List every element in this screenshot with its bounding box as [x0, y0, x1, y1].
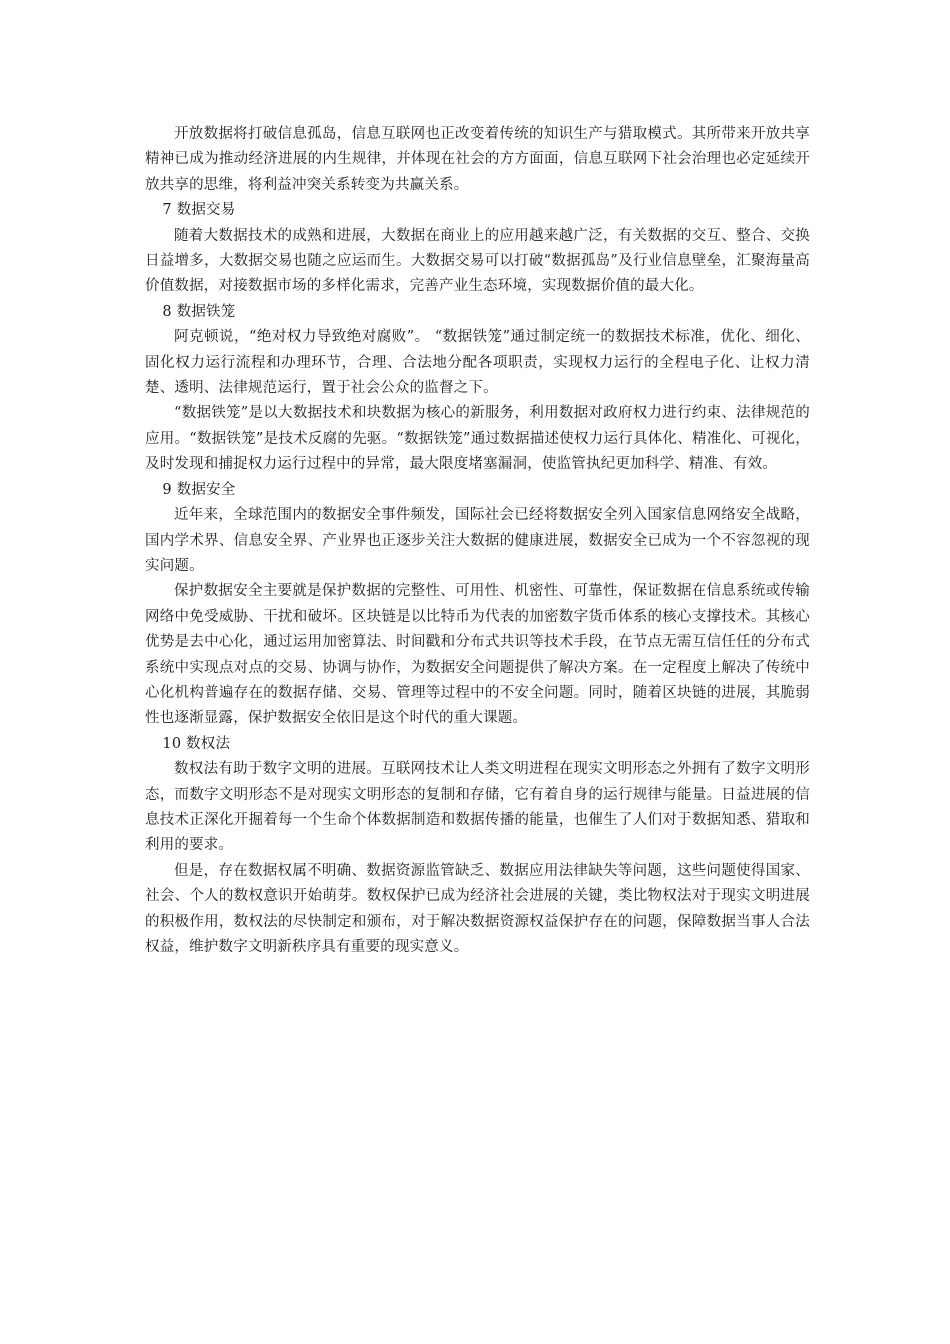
section-heading-data-security: 9 数据安全 — [162, 481, 236, 498]
paragraph-data-cage-2: “数据铁笼”是以大数据技术和块数据为核心的新服务，利用数据对政府权力进行约束、法律规范的应用。“数据铁笼”是技术反腐的先驱。“数据铁笼”通过数据描述使权力运行具体化、精准化、可视化，及时发现和捕捉权力运行过程中的异常，最大限度堵塞漏洞，使监管执纪更加科学、精准、有效。 — [145, 405, 810, 473]
document-body — [145, 122, 810, 960]
section-heading-data-cage: 8 数据铁笼 — [162, 303, 236, 320]
paragraph-open-data: 开放数据将打破信息孤岛，信息互联网也正改变着传统的知识生产与猎取模式。其所带来开放共享精神已成为推动经济进展的内生规律，并体现在社会的方方面面，信息互联网下社会治理也必定延续开放共享的思维，将利益冲突关系转变为共赢关系。 — [145, 126, 810, 193]
paragraph-data-rights-law-1: 数权法有助于数字文明的进展。互联网技术让人类文明进程在现实文明形态之外拥有了数字文明形态，而数字文明形态不是对现实文明形态的复制和存储，它有着自身的运行规律与能量。日益进展的信息技术正深化开掘着每一个生命个体数据制造和数据传播的能量，也催生了人们对于数据知悉、猎取和利用的要求。 — [145, 761, 810, 854]
paragraph-data-cage-1: 阿克顿说，“绝对权力导致绝对腐败”。 “数据铁笼”通过制定统一的数据技术标准，优化、细化、固化权力运行流程和办理环节，合理、合法地分配各项职责，实现权力运行的全程电子化、让权力清楚、透明、法律规范运行，置于社会公众的监督之下。 — [145, 329, 810, 397]
paragraph-data-trading: 随着大数据技术的成熟和进展，大数据在商业上的应用越来越广泛，有关数据的交互、整合、交换日益增多，大数据交易也随之应运而生。大数据交易可以打破“数据孤岛”及行业信息壁垒，汇聚海量高价值数据，对接数据市场的多样化需求，完善产业生态环境，实现数据价值的最大化。 — [145, 227, 810, 295]
section-heading-data-trading: 7 数据交易 — [162, 202, 236, 219]
paragraph-data-security-2: 保护数据安全主要就是保护数据的完整性、可用性、机密性、可靠性，保证数据在信息系统或传输网络中免受威胁、干扰和破坏。区块链是以比特币为代表的加密数字货币体系的核心支撑技术。其核心优势是去中心化，通过运用加密算法、时间戳和分布式共识等技术手段，在节点无需互信任任的分布式系统中实现点对点的交易、协调与协作，为数据安全问题提供了解决方案。在一定程度上解决了传统中心化机构普遍存在的数据存储、交易、管理等过程中的不安全问题。同时，随着区块链的进展，其脆弱性也逐渐显露，保护数据安全依旧是这个时代的重大课题。 — [145, 583, 810, 727]
paragraph-data-security-1: 近年来，全球范围内的数据安全事件频发，国际社会已经将数据安全列入国家信息网络安全战略，国内学术界、信息安全界、产业界也正逐步关注大数据的健康进展，数据安全已成为一个不容忽视的现实问题。 — [145, 507, 810, 574]
section-heading-data-rights-law: 10 数权法 — [162, 735, 231, 752]
paragraph-data-rights-law-2: 但是，存在数据权属不明确、数据资源监管缺乏、数据应用法律缺失等问题，这些问题使得国家、社会、个人的数权意识开始萌芽。数权保护已成为经济社会进展的关键，类比物权法对于现实文明进展的积极作用，数权法的尽快制定和颁布，对于解决数据资源权益保护存在的问题，保障数据当事人合法权益，维护数字文明新秩序具有重要的现实意义。 — [145, 862, 810, 955]
